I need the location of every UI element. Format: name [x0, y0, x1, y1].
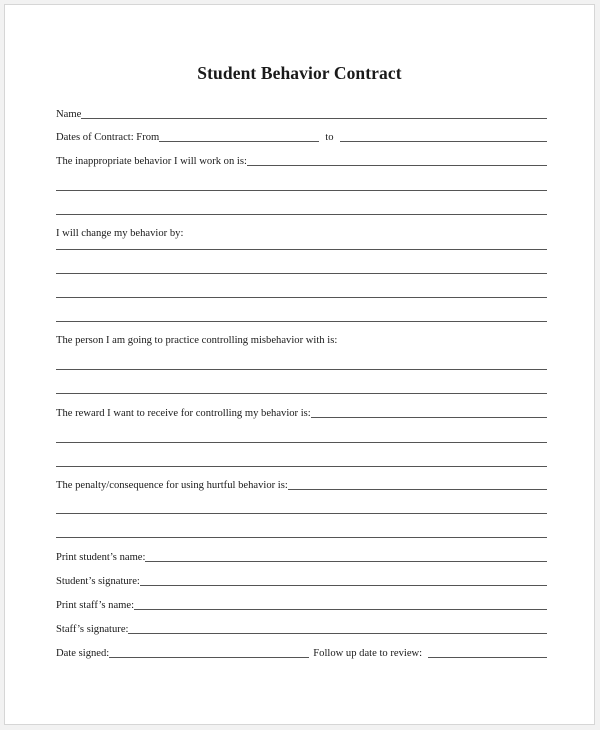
- change-blank-line[interactable]: [56, 321, 547, 322]
- penalty-blank-line[interactable]: [56, 513, 547, 514]
- dates-to-label: to: [325, 132, 334, 143]
- date-signed-row: [56, 645, 547, 661]
- follow-up-field[interactable]: [428, 657, 547, 658]
- inappropriate-blank-line[interactable]: [56, 214, 547, 215]
- student-signature-label: Student’s signature:: [56, 576, 140, 587]
- reward-row: [56, 405, 547, 421]
- print-staff-field[interactable]: [134, 609, 547, 610]
- inappropriate-label: The inappropriate behavior I will work on is:: [56, 156, 247, 167]
- follow-up-label: Follow up date to review:: [313, 648, 423, 659]
- inappropriate-field[interactable]: [247, 165, 547, 166]
- student-signature-field[interactable]: [140, 585, 547, 586]
- penalty-label: The penalty/consequence for using hurtful behavior is:: [56, 480, 288, 491]
- penalty-row: [56, 477, 547, 493]
- reward-label: The reward I want to receive for controlling my behavior is:: [56, 408, 311, 419]
- reward-field[interactable]: [311, 417, 547, 418]
- change-blank-line[interactable]: [56, 273, 547, 274]
- practice-label: The person I am going to practice controlling misbehavior with is:: [56, 335, 338, 346]
- staff-signature-label: Staff’s signature:: [56, 624, 129, 635]
- print-student-field[interactable]: [145, 561, 547, 562]
- date-signed-label: Date signed:: [56, 648, 110, 659]
- date-signed-field[interactable]: [109, 657, 309, 658]
- print-staff-row: [56, 597, 547, 613]
- print-student-label: Print student’s name:: [56, 552, 146, 563]
- change-row: [56, 225, 547, 241]
- staff-signature-field[interactable]: [128, 633, 547, 634]
- student-signature-row: [56, 573, 547, 589]
- name-field[interactable]: [81, 118, 547, 119]
- penalty-field[interactable]: [288, 489, 547, 490]
- document-page: [4, 4, 595, 725]
- reward-blank-line[interactable]: [56, 466, 547, 467]
- document-title: Student Behavior Contract: [197, 63, 402, 83]
- change-label: I will change my behavior by:: [56, 228, 184, 239]
- inappropriate-blank-line[interactable]: [56, 190, 547, 191]
- name-label: Name: [56, 109, 82, 120]
- practice-blank-line[interactable]: [56, 369, 547, 370]
- change-blank-line[interactable]: [56, 297, 547, 298]
- staff-signature-row: [56, 621, 547, 637]
- reward-blank-line[interactable]: [56, 442, 547, 443]
- name-row: [56, 106, 547, 122]
- practice-blank-line[interactable]: [56, 393, 547, 394]
- penalty-blank-line[interactable]: [56, 537, 547, 538]
- print-student-row: [56, 549, 547, 565]
- print-staff-label: Print staff’s name:: [56, 600, 135, 611]
- practice-row: [56, 332, 547, 348]
- dates-label: Dates of Contract: From: [56, 132, 160, 143]
- date-from-field[interactable]: [159, 141, 319, 142]
- dates-row: [56, 129, 547, 145]
- inappropriate-row: [56, 153, 547, 169]
- change-blank-line[interactable]: [56, 249, 547, 250]
- date-to-field[interactable]: [340, 141, 547, 142]
